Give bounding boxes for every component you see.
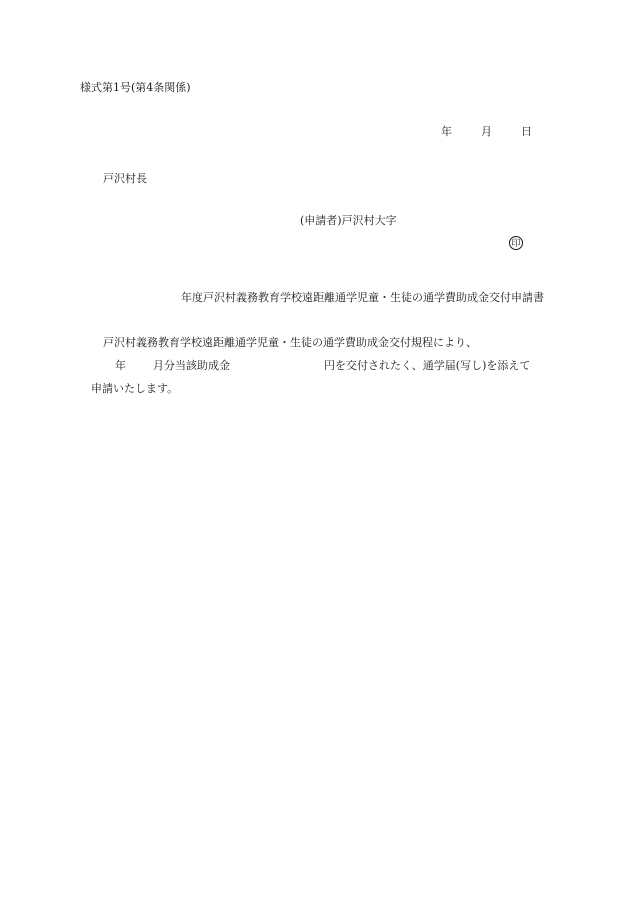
body-yen-part: 円を交付されたく、通学届(写し)を添えて (324, 359, 531, 372)
date-year-label: 年 (441, 125, 452, 138)
date-day-label: 日 (521, 125, 532, 138)
date-line (441, 125, 532, 139)
date-month-label: 月 (481, 125, 492, 138)
body-year-label: 年 (115, 359, 126, 372)
body-line-3: 申請いたします。 (91, 382, 179, 395)
body-line-1: 戸沢村義務教育学校遠距離通学児童・生徒の通学費助成金交付規程により、 (103, 336, 477, 349)
seal-mark: 印 (509, 236, 523, 250)
applicant-label: (申請者)戸沢村大字 (300, 214, 397, 227)
body-line-2 (115, 359, 530, 373)
document-title: 年度戸沢村義務教育学校遠距離通学児童・生徒の通学費助成金交付申請書 (181, 291, 544, 304)
body-month-part: 月分当該助成金 (153, 359, 230, 372)
addressee: 戸沢村長 (103, 172, 147, 185)
form-number: 様式第1号(第4条関係) (80, 81, 191, 94)
